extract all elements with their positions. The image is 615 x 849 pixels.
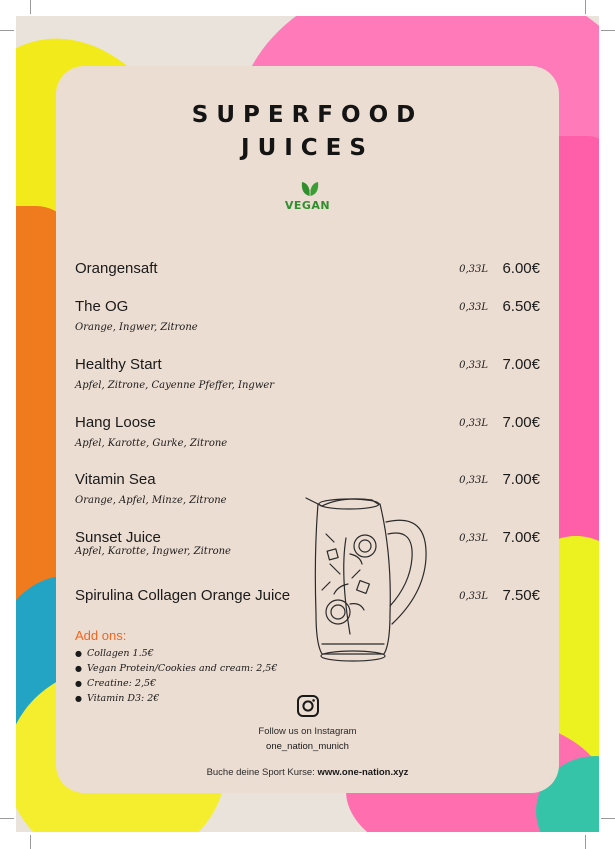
- footer: [56, 767, 559, 778]
- menu-item: [75, 587, 540, 627]
- menu-item: [75, 260, 540, 300]
- footer-text: Buche deine Sport Kurse:: [206, 767, 318, 778]
- item-name: Hang Loose: [75, 414, 156, 431]
- addon-item: ● Vitamin D3: 2€: [75, 691, 277, 706]
- addon-item: ● Vegan Protein/Cookies and cream: 2,5€: [75, 661, 277, 676]
- addon-item: ● Creatine: 2,5€: [75, 676, 277, 691]
- addons-list: [75, 646, 277, 706]
- item-price: 6.50€: [502, 298, 540, 315]
- item-price: 6.00€: [502, 260, 540, 277]
- item-volume: 0,33L: [459, 264, 488, 275]
- item-volume: 0,33L: [459, 591, 488, 602]
- item-volume: 0,33L: [459, 360, 488, 371]
- item-volume: 0,33L: [459, 302, 488, 313]
- item-volume: 0,33L: [459, 533, 488, 544]
- item-name: Healthy Start: [75, 356, 162, 373]
- item-description: Apfel, Karotte, Ingwer, Zitrone: [75, 546, 231, 557]
- item-price: 7.00€: [502, 471, 540, 488]
- menu-title-line2: JUICES: [241, 135, 374, 161]
- instagram-follow-text: Follow us on Instagram: [258, 726, 357, 737]
- menu-title-line1: SUPERFOOD: [191, 102, 424, 128]
- menu-item: [75, 356, 540, 396]
- crop-mark: [585, 0, 586, 14]
- item-description: Orange, Ingwer, Zitrone: [75, 322, 198, 333]
- item-name: Sunset Juice: [75, 529, 161, 546]
- addon-item: ● Collagen 1.5€: [75, 646, 277, 661]
- menu-card: [56, 66, 559, 793]
- addons-title: Add ons:: [75, 628, 127, 643]
- item-volume: 0,33L: [459, 475, 488, 486]
- crop-mark: [585, 835, 586, 849]
- item-price: 7.00€: [502, 529, 540, 546]
- instagram-handle[interactable]: one_nation_munich: [266, 741, 349, 752]
- footer-website-link[interactable]: www.one-nation.xyz: [317, 767, 409, 778]
- crop-mark: [601, 818, 615, 819]
- item-name: Vitamin Sea: [75, 471, 156, 488]
- item-price: 7.00€: [502, 414, 540, 431]
- item-price: 7.00€: [502, 356, 540, 373]
- instagram-icon[interactable]: [296, 694, 320, 718]
- item-description: Apfel, Zitrone, Cayenne Pfeffer, Ingwer: [75, 380, 275, 391]
- item-name: Orangensaft: [75, 260, 158, 277]
- item-volume: 0,33L: [459, 418, 488, 429]
- menu-item: [75, 298, 540, 338]
- menu-item: [75, 414, 540, 454]
- menu-item: [75, 529, 540, 569]
- item-description: Orange, Apfel, Minze, Zitrone: [75, 495, 227, 506]
- vegan-badge: VEGAN: [284, 199, 331, 212]
- pitcher-illustration: [302, 494, 432, 666]
- crop-mark: [30, 0, 31, 14]
- item-description: Apfel, Karotte, Gurke, Zitrone: [75, 438, 228, 449]
- item-price: 7.50€: [502, 587, 540, 604]
- crop-mark: [601, 30, 615, 31]
- leaf-icon: [300, 179, 320, 197]
- crop-mark: [30, 835, 31, 849]
- crop-mark: [0, 818, 14, 819]
- crop-mark: [0, 30, 14, 31]
- item-name: Spirulina Collagen Orange Juice: [75, 587, 291, 604]
- item-name: The OG: [75, 298, 129, 315]
